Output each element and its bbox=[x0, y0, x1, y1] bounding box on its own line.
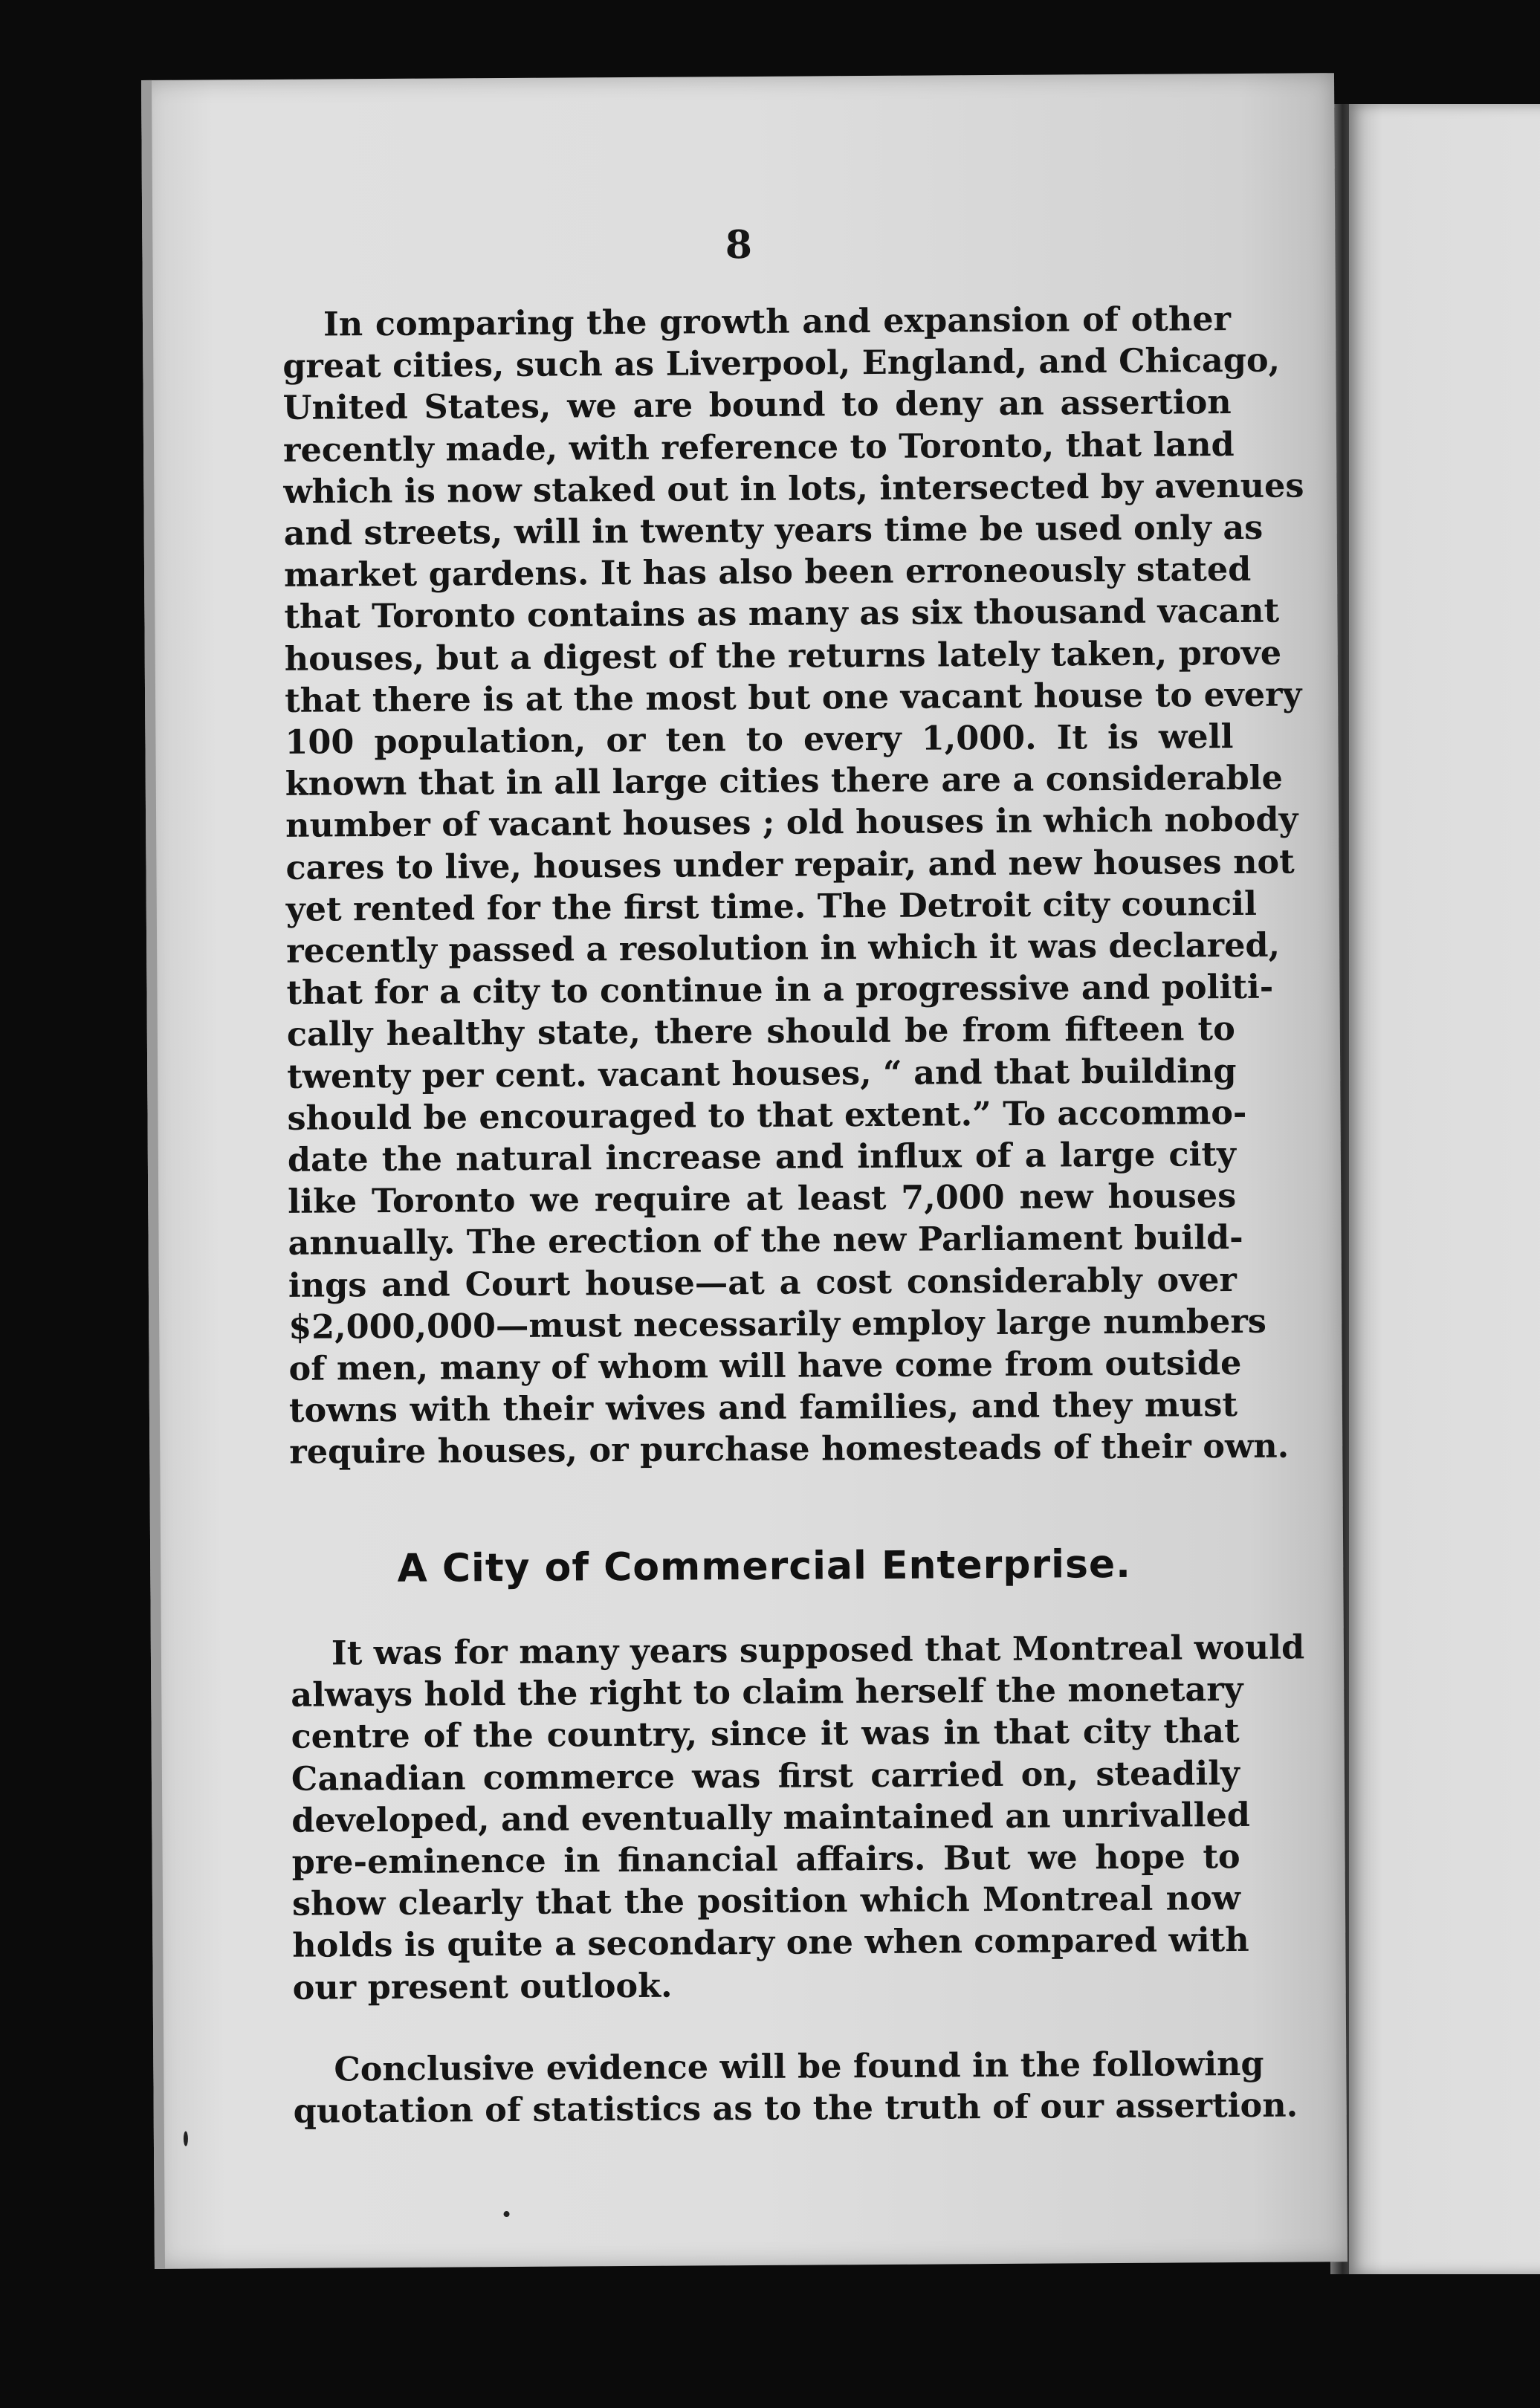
text-line: quotation of statistics as to the truth of our assertion. bbox=[293, 2085, 1298, 2132]
text-line: cares to live, houses under repair, and new houses not bbox=[285, 842, 1295, 887]
text-line: number of vacant houses ; old houses in which nobody bbox=[285, 800, 1298, 846]
text-line: developed, and eventually maintained an unrivalled bbox=[291, 1795, 1251, 1840]
scan-speck bbox=[184, 2132, 188, 2146]
page-edge bbox=[141, 80, 165, 2269]
text-line: United States, we are bound to deny an assertion bbox=[282, 383, 1232, 428]
text-line: holds is quite a secondary one when compared with bbox=[292, 1920, 1249, 1966]
paragraph-growth bbox=[282, 298, 1304, 1473]
text-line: twenty per cent. vacant houses, “ and that building bbox=[287, 1051, 1237, 1096]
text-line: cally healthy state, there should be from fifteen to bbox=[286, 1009, 1235, 1055]
text-line: that there is at the most but one vacant house to every bbox=[284, 675, 1302, 720]
text-line: It was for many years supposed that Montreal would bbox=[331, 1628, 1305, 1673]
text-line: towns with their wives and families, and they must bbox=[288, 1385, 1238, 1431]
text-line: always hold the right to claim herself the monetary bbox=[291, 1670, 1243, 1715]
facing-page bbox=[1349, 104, 1540, 2274]
page-number: 8 bbox=[725, 221, 753, 268]
section-heading: A City of Commercial Enterprise. bbox=[397, 1541, 1132, 1591]
text-line: that for a city to continue in a progressive and politi- bbox=[286, 967, 1274, 1013]
text-line: like Toronto we require at least 7,000 new houses bbox=[288, 1177, 1237, 1222]
text-line: recently passed a resolution in which it was declared, bbox=[286, 925, 1281, 971]
text-line: Canadian commerce was first carried on, steadily bbox=[291, 1753, 1240, 1799]
text-line: of men, many of whom will have come from outside bbox=[288, 1344, 1242, 1388]
text-line: great cities, such as Liverpool, England, and Chicago, bbox=[282, 340, 1281, 386]
text-line: our present outlook. bbox=[292, 1966, 673, 2007]
text-line: houses, but a digest of the returns lately taken, prove bbox=[284, 633, 1282, 679]
text-line: In comparing the growth and expansion of other bbox=[323, 300, 1232, 344]
text-line: $2,000,000—must necessarily employ large numbers bbox=[288, 1301, 1267, 1347]
text-line: ings and Court house—at a cost considerably over bbox=[288, 1260, 1238, 1305]
text-line: that Toronto contains as many as six thousand vacant bbox=[284, 592, 1280, 637]
text-line: and streets, will in twenty years time be used only as bbox=[283, 508, 1264, 553]
text-line: yet rented for the first time. The Detroit city council bbox=[285, 884, 1258, 929]
text-line: date the natural increase and influx of a large city bbox=[287, 1135, 1237, 1179]
text-line: known that in all large cities there are a considerable bbox=[285, 758, 1284, 804]
page-left bbox=[141, 73, 1348, 2269]
text-line: market gardens. It has also been erroneously stated bbox=[283, 550, 1252, 595]
scan-speck bbox=[504, 2211, 510, 2217]
text-line: pre-eminence in financial affairs. But we hope to bbox=[291, 1837, 1240, 1882]
paragraph-evidence bbox=[293, 2043, 1298, 2132]
text-line: annually. The erection of the new Parliament build- bbox=[288, 1218, 1243, 1263]
text-line: 100 population, or ten to every 1,000. It is well bbox=[285, 717, 1234, 762]
text-line: recently made, with reference to Toronto, that land bbox=[282, 424, 1235, 470]
paragraph-montreal bbox=[291, 1627, 1305, 2009]
text-line: centre of the country, since it was in that city that bbox=[291, 1712, 1240, 1757]
text-line: show clearly that the position which Montreal now bbox=[291, 1879, 1241, 1924]
text-line: which is now staked out in lots, intersected by avenues bbox=[283, 466, 1304, 511]
text-line: Conclusive evidence will be found in the following bbox=[334, 2044, 1264, 2089]
text-line: should be encouraged to that extent.” To accommo- bbox=[287, 1093, 1247, 1138]
text-line: require houses, or purchase homesteads of their own. bbox=[289, 1427, 1290, 1472]
